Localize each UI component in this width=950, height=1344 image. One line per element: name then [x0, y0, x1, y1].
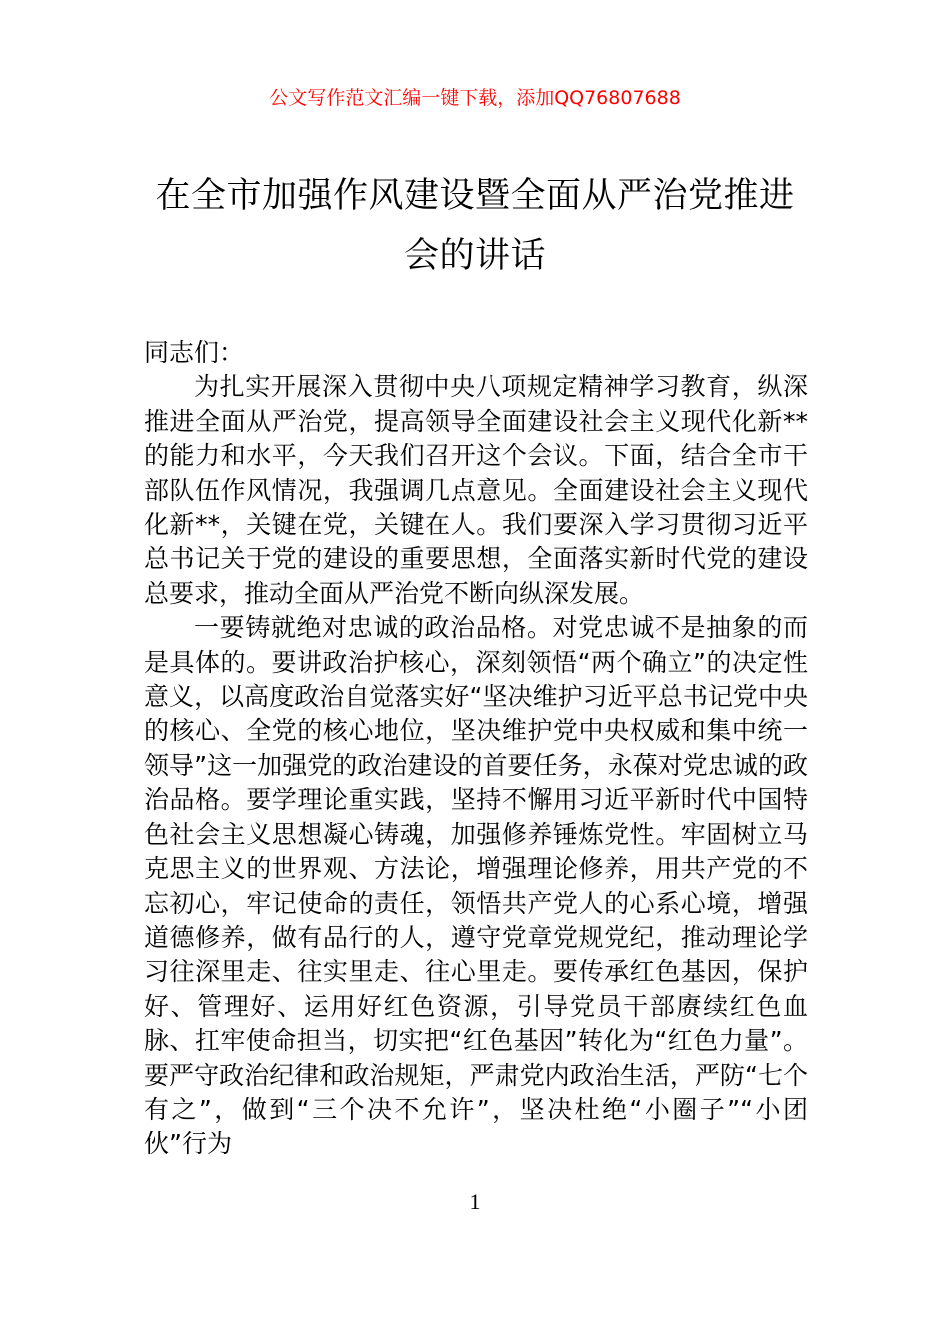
- title-line-1: 在全市加强作风建设暨全面从严治党推进: [155, 176, 795, 216]
- document-body: [144, 336, 808, 1162]
- title-line-2: 会的讲话: [403, 236, 546, 276]
- document-title: [120, 166, 830, 286]
- page-number: 1: [469, 1189, 481, 1214]
- paragraph-intro: 为扎实开展深入贯彻中央八项规定精神学习教育，纵深推进全面从严治党，提高领导全面建设社会主义现代化新**的能力和水平，今天我们召开这个会议。下面，结合全市干部队伍作风情况，我强调几点意见。全面建设社会主义现代化新**，关键在党，关键在人。我们要深入学习贯彻习近平总书记关于党的建设的重要思想，全面落实新时代党的建设总要求，推动全面从严治党不断向纵深发展。: [144, 372, 808, 608]
- salutation: 同志们：: [144, 338, 245, 367]
- paragraph-point-one: 一要铸就绝对忠诚的政治品格。对党忠诚不是抽象的而是具体的。要讲政治护核心，深刻领悟“两个确立”的决定性意义，以高度政治自觉落实好“坚决维护习近平总书记党中央的核心、全党的核心地位，坚决维护党中央权威和集中统一领导”这一加强党的政治建设的首要任务，永葆对党忠诚的政治品格。要学理论重实践，坚持不懈用习近平新时代中国特色社会主义思想凝心铸魂，加强修养锤炼党性。牢固树立马克思主义的世界观、方法论，增强理论修养，用共产党的不忘初心，牢记使命的责任，领悟共产党人的心系心境，增强道德修养，做有品行的人，遵守党章党规党纪，推动理论学习往深里走、往实里走、往心里走。要传承红色基因，保护好、管理好、运用好红色资源，引导党员干部赓续红色血脉、扛牢使命担当，切实把“红色基因”转化为“红色力量”。要严守政治纪律和政治规矩，严肃党内政治生活，严防“七个有之”，做到“三个决不允许”，坚决杜绝“小圈子”“小团伙”行为: [144, 613, 808, 1159]
- download-banner: 公文写作范文汇编一键下载，添加QQ76807688: [269, 87, 681, 109]
